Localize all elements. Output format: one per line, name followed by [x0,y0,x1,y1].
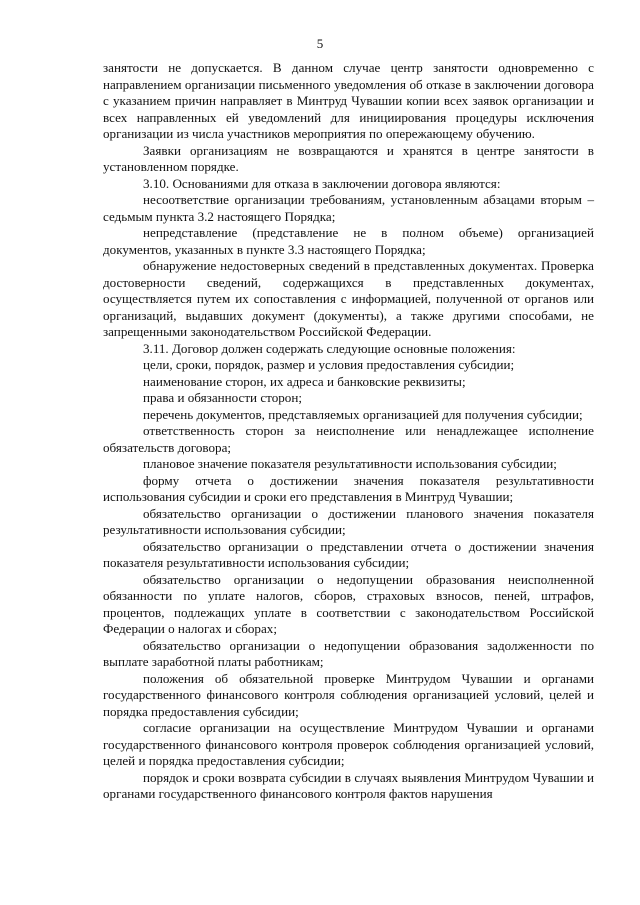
paragraph-contract-item: обязательство организации о недопущении образования задолженности по выплате заработной платы работникам; [103,637,594,669]
paragraph-contract-item: форму отчета о достижении значения показателя результативности использования субсидии и сроки его представления в Минтруд Чувашии; [103,472,594,504]
paragraph-applications-storage: Заявки организациям не возвращаются и хранятся в центре занятости в установленном порядке. [103,142,594,174]
paragraph-contract-item: обязательство организации о представлении отчета о достижении значения показателя результативности использования субсидии; [103,538,594,570]
paragraph-contract-item: наименование сторон, их адреса и банковские реквизиты; [143,373,466,389]
paragraph-contract-item: права и обязанности сторон; [143,390,302,405]
paragraph-contract-item: обязательство организации о достижении планового значения показателя результативности использования субсидии; [103,505,594,537]
paragraph-contract-item: плановое значение показателя результативности использования субсидии; [143,456,557,471]
paragraph-contract-item: обязательство организации о недопущении образования неисполненной обязанности по уплате налогов, сборов, страховых взносов, пеней, штрафов, процентов, подлежащих уплате в соответствии с законодательством Российской Федерации о налогах и сборах; [103,571,594,636]
document-body [103,60,594,803]
paragraph-refusal-reason-3: обнаружение недостоверных сведений в представленных документах. Проверка достоверности сведений, содержащихся в представленных документах, осуществляется путем их сопоставления с информацией, полученной от органов или организаций, выдавших документ (документы), а также другими способами, не запрещенными законодательством Российской Федерации. [103,258,594,339]
paragraph-refusal-reason-2: непредставление (представление не в полном объеме) организацией документов, указанных в пункте 3.3 настоящего Порядка; [103,225,594,257]
page-number: 5 [316,36,324,51]
paragraph-contract-item: цели, сроки, порядок, размер и условия предоставления субсидии; [143,357,515,372]
paragraph-contract-item: перечень документов, представляемых организацией для получения субсидии; [143,406,583,422]
paragraph-contract-item: порядок и сроки возврата субсидии в случаях выявления Минтрудом Чувашии и органами государственного финансового контроля фактов нарушения [103,769,594,801]
paragraph-3-11-heading: 3.11. Договор должен содержать следующие основные положения: [143,340,516,356]
paragraph-3-10-heading: 3.10. Основаниями для отказа в заключении договора являются: [143,175,501,191]
paragraph-contract-item: ответственность сторон за неисполнение или ненадлежащее исполнение обязательств договора; [103,423,594,455]
paragraph-continuation: занятости не допускается. В данном случае центр занятости одновременно с направлением организации письменного уведомления об отказе в заключении договора с указанием причин направляет в Минтруд Чувашии копии всех заявок организации и всех направленных ей уведомлений для инициирования процедуры исключения организации из числа участников мероприятия по опережающему обучению. [103,60,594,141]
paragraph-contract-item: согласие организации на осуществление Минтрудом Чувашии и органами государственного финансового контроля проверок соблюдения организацией условий, целей и порядка предоставления субсидии; [103,720,594,768]
paragraph-refusal-reason-1: несоответствие организации требованиям, установленным абзацами вторым – седьмым пункта 3.2 настоящего Порядка; [103,192,594,224]
paragraph-contract-item: положения об обязательной проверке Минтрудом Чувашии и органами государственного финансового контроля соблюдения организацией условий, целей и порядка предоставления субсидии; [103,670,594,719]
